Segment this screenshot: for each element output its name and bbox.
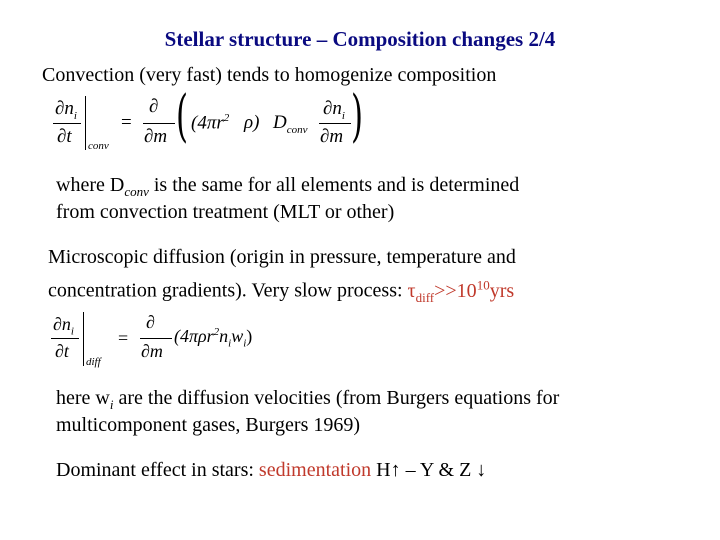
dconv-line-1: where $D_{conv}$ is the same for all elements and is determined [56,174,520,199]
micro-line-2: concentration gradients). Very slow process: $\tau_{diff}>>10^{10}yrs$ [48,277,515,305]
eq1-D: $D_{conv}$ [273,112,308,136]
eq2-lhs-numerator: $\partial n_i$ [53,314,74,338]
micro-line-1: Microscopic diffusion (origin in pressure, temperature and [48,246,516,268]
eq2-lhs-denominator: ∂t [55,341,69,361]
slide-title: Stellar structure – Composition changes 2/4 [164,27,556,51]
wi-line-2: multicomponent gases, Burgers 1969) [56,414,361,436]
eq1-d-denominator: ∂m [144,126,168,147]
eq1-close-paren: ) [351,84,364,149]
eq2-d-numerator: ∂ [146,312,155,332]
eq1-lhs-denominator: ∂t [57,126,72,147]
eq1-open-paren: ( [176,84,189,149]
convection-equation [48,84,378,158]
eq1-lhs-subscript: conv [88,140,109,152]
eq1-rhs-numerator: $\partial n_i$ [323,98,345,122]
convection-intro: Convection (very fast) tends to homogenize composition [42,64,497,86]
eq1-lhs-numerator: $\partial n_i$ [55,98,77,122]
eq1-rho: ρ) [244,112,260,133]
eq1-rhs-denominator: ∂m [320,126,344,147]
eq1-four-pi-r: ($4\pi r^2$ [191,112,230,134]
eq2-lhs-subscript: diff [86,356,101,368]
eq1-equals: = [121,112,132,133]
eq2-d-denominator: ∂m [141,341,163,361]
dominant-effect: Dominant effect in stars: sedimentation H↑ – Y & Z ↓ [56,459,487,481]
eq1-d-numerator: ∂ [149,96,159,117]
eq2-body: $(4\pi\rho r^2n_iw_i)$ [174,326,253,350]
eq2-equals: = [118,328,129,348]
tau-diff: $\tau_{diff}>>10^{10}yrs$ [407,277,515,305]
diffusion-equation [48,312,298,374]
wi-line-1: here $w_i$ are the diffusion velocities (from Burgers equations for [56,387,560,412]
dconv-line-2: from convection treatment (MLT or other) [56,201,395,223]
sedimentation-text: sedimentation [258,459,372,481]
